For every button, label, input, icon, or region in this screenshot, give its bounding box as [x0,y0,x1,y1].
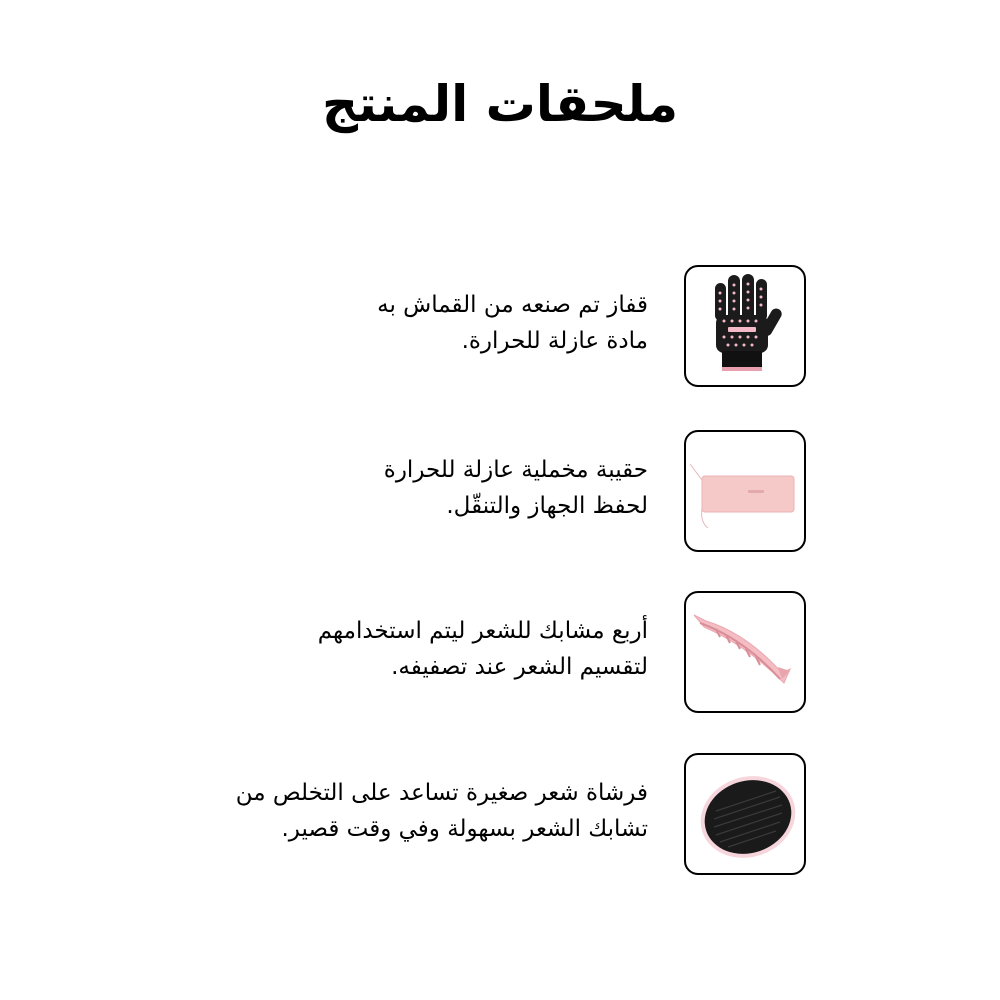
accessory-description: قفاز تم صنعه من القماش به مادة عازلة للحرارة. [377,292,648,354]
velvet-pouch-icon [684,430,806,552]
page-title: ملحقات المنتج [321,75,679,133]
accessory-item-glove [0,265,1000,387]
accessory-description: فرشاة شعر صغيرة تساعد على التخلص من تشابك الشعر بسهولة وفي وقت قصير. [235,780,648,842]
accessory-item-brush [0,753,1000,875]
accessory-description: أربع مشابك للشعر ليتم استخدامهم لتقسيم الشعر عند تصفيفه. [317,618,648,680]
hair-clip-icon [684,591,806,713]
accessory-item-clips [0,591,1000,713]
heat-glove-icon [684,265,806,387]
accessory-item-pouch [0,430,1000,552]
accessory-description: حقيبة مخملية عازلة للحرارة لحفظ الجهاز والتنقّل. [383,457,648,519]
detangling-brush-icon [684,753,806,875]
